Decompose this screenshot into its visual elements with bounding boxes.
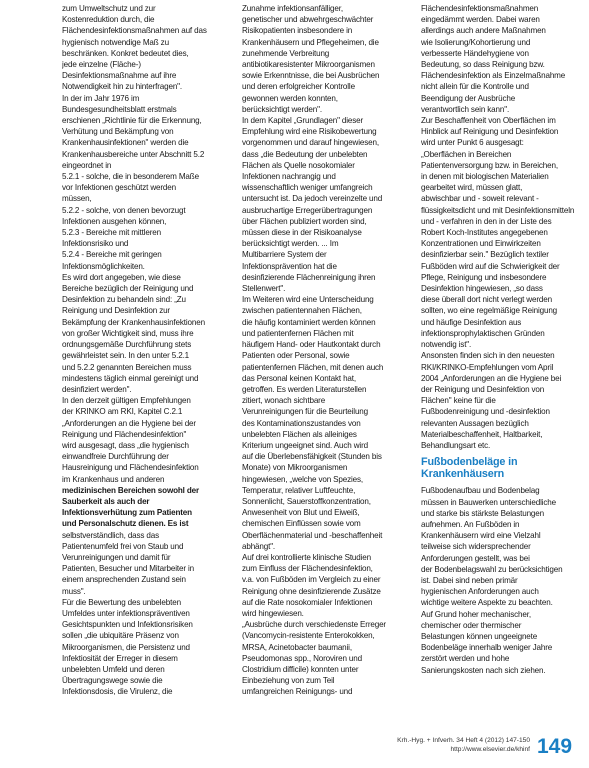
text-line: einem ansprechenden Zustand sein <box>62 575 186 585</box>
text-line: berücksichtigt werden". <box>242 104 322 114</box>
text-line: Infektionen nachrangig und <box>242 172 336 182</box>
text-line: Bekämpfung der Krankenhausinfektionen <box>62 317 205 327</box>
text-line: medizinischen Bereichen sowohl der <box>62 485 200 495</box>
text-line: diese überall dort nicht verlegt werden <box>421 295 552 305</box>
text-line: Es wird dort angegeben, wie diese <box>62 272 181 282</box>
text-line: genetischer und abwehrgeschwächter <box>242 15 374 25</box>
text-line: unbelebten Flächen als alleiniges <box>242 429 357 439</box>
text-line: Reinigung und Desinfektion zur <box>62 306 170 316</box>
text-line: Hinblick auf Reinigung und Desinfektion <box>421 127 559 137</box>
text-line: Konzentrationen und Einwirkzeiten <box>421 239 541 249</box>
text-line: verbesserte Händehygiene von <box>421 48 529 58</box>
text-line: 2004 „Anforderungen an die Hygiene bei <box>421 373 562 383</box>
text-line: Einbeziehung von zum Teil <box>242 676 335 686</box>
text-line: v.a. von Fußböden im Vergleich zu einer <box>242 575 381 585</box>
text-line: und deren erfolgreicher Kontrolle <box>242 82 355 92</box>
text-line: wird unter Punkt 6 ausgesagt: <box>421 138 524 148</box>
text-line: zwischen patientennahen Flächen, <box>242 306 362 316</box>
text-line: Infektionsprävention hat die <box>242 261 337 271</box>
text-line: die häufig kontaminiert werden können <box>242 317 376 327</box>
text-line: zerstört werden und hohe <box>421 654 510 664</box>
text-line: Verunreinigungen und damit für <box>62 552 171 562</box>
journal-citation <box>395 737 530 754</box>
text-line: der Reinigung und Desinfektion von <box>421 384 545 394</box>
text-line: In dem Kapitel „Grundlagen" dieser <box>242 116 364 126</box>
text-line: müssen diese in der Risikoanalyse <box>242 228 362 238</box>
text-line: im Krankenhaus und anderen <box>62 474 165 484</box>
text-line: mindestens täglich einmal gereinigt und <box>62 373 199 383</box>
text-line: chemischer oder thermischer <box>421 620 522 630</box>
text-line: Bedeutung, so dass Reinigung bzw. <box>421 60 545 70</box>
text-line: berücksichtigt werden. ... Im <box>242 239 339 249</box>
text-line: wie Isolierung/Kohortierung und <box>421 37 531 47</box>
text-line: zunehmende Verbreitung <box>242 48 330 58</box>
text-line: Oberflächenmaterial und -beschaffenheit <box>242 530 383 540</box>
text-line: „Ausbrüche durch verschiedenste Erreger <box>242 620 386 630</box>
text-line: nicht allein für die Kontrolle und <box>421 82 529 92</box>
text-line: Hausreinigung und Flächendesinfektion <box>62 463 199 473</box>
text-line: sollten, wo eine regelmäßige Reinigung <box>421 306 558 316</box>
text-line: wichtige weitere Aspekte zu beachten. <box>421 598 553 608</box>
text-line: desinfizierende Flächenreinigung ihren <box>242 272 376 282</box>
text-line: über Flächen publiziert worden sind, <box>242 216 367 226</box>
text-line: Fußbodenaufbau und Bodenbelag <box>421 486 540 496</box>
text-line: (Vancomycin-resistente Enterokokken, <box>242 631 375 641</box>
text-line: verantwortlich sein kann". <box>421 104 510 114</box>
text-line: Auf drei kontrollierte klinische Studien <box>242 552 371 562</box>
text-line: 5.2.1 - solche, die in besonderem Maße <box>62 172 199 182</box>
text-line: Pseudomonas spp., Noroviren und <box>242 653 362 663</box>
text-line: In den derzeit gültigen Empfehlungen <box>62 396 191 406</box>
page-number: 149 <box>537 735 573 758</box>
text-line: Fußböden wird auf die Schwierigkeit der <box>421 261 560 271</box>
text-line: notwendig ist". <box>421 340 472 350</box>
text-column-2 <box>242 3 412 703</box>
text-line: Im Weiteren wird eine Unterscheidung <box>242 295 374 305</box>
text-line: Materialbeschaffenheit, Haltbarkeit, <box>421 429 543 439</box>
text-line: vorgenommen und darauf hingewiesen, <box>242 138 379 148</box>
text-line: Reinigung ohne desinfizierende Zusätze <box>242 586 381 596</box>
text-line: gewährleistet sein. In den unter 5.2.1 <box>62 351 190 361</box>
text-line: Fußbodenreinigung und -desinfektion <box>421 407 550 417</box>
text-line: Clostridium difficile) konnten unter <box>242 664 359 674</box>
text-line: muss". <box>62 586 86 596</box>
text-line: Behandlungsart etc. <box>421 440 491 450</box>
section-heading <box>421 457 589 480</box>
text-column-1 <box>62 3 232 703</box>
text-line: auf die Überlebensfähigkeit (Stunden bis <box>242 452 382 462</box>
text-line: Flächendesinfektion als Einzelmaßnahme <box>421 71 566 81</box>
text-line: in denen mit biologischen Materialien <box>421 172 549 182</box>
text-line: zitiert, wonach sichtbare <box>242 396 326 406</box>
text-line: Pflege, Reinigung und insbesondere <box>421 272 547 282</box>
text-line: Desinfektion hingewiesen, „so dass <box>421 284 543 294</box>
text-line: Mikroorganismen, die Persistenz und <box>62 642 190 652</box>
text-line: Infektionsrisiko und <box>62 239 129 249</box>
text-line: Kostenreduktion durch, die <box>62 15 155 25</box>
text-line: „Oberflächen in Bereichen <box>421 149 512 159</box>
text-line: allerdings auch andere Maßnahmen <box>421 26 546 36</box>
text-line: aufnehmen. An Fußböden in <box>421 519 520 529</box>
text-line: Zunahme infektionsanfälliger, <box>242 4 343 13</box>
text-column-3 <box>421 3 589 703</box>
text-line: Bodenbeläge innerhalb weniger Jahre <box>421 643 553 653</box>
text-line: des Kontaminationszustandes von <box>242 418 361 428</box>
text-line: hingewiesen, „welche von Spezies, <box>242 474 364 484</box>
text-line: und starke bis stärkste Belastungen <box>421 508 544 518</box>
text-line: Empfehlung wird eine Risikobewertung <box>242 127 377 137</box>
text-line: zum Einfluss der Flächendesinfektion, <box>242 564 373 574</box>
text-line: Ansonsten finden sich in den neuesten <box>421 351 555 361</box>
text-line: gearbeitet wird, müssen glatt, <box>421 183 523 193</box>
text-line: abhängt". <box>242 541 276 551</box>
text-line: jede einzelne (Fläche-) <box>62 60 141 70</box>
text-line: Infektionen ausgehen können, <box>62 216 167 226</box>
text-line: Infektiosität der Erreger in diesem <box>62 653 178 663</box>
text-line: hygienisch notwendige Maß zu <box>62 37 169 47</box>
text-line: Gesichtspunkten und Infektionsrisiken <box>62 620 193 630</box>
text-line: Übertragungswege sowie die <box>62 676 163 686</box>
text-line: Multibarriere System der <box>242 250 327 260</box>
text-line: zum Umweltschutz und zur <box>62 4 156 13</box>
text-line: Infektionsdosis, die Virulenz, die <box>62 687 173 697</box>
text-line: chemischen Einflüssen sowie vom <box>242 519 361 529</box>
text-line: eingedämmt werden. Dabei waren <box>421 15 540 25</box>
text-line: Monate) von Mikroorganismen <box>242 463 348 473</box>
text-line: und - verfahren in den in der Liste des <box>421 216 552 226</box>
text-line: abwischbar und - soweit relevant - <box>421 194 539 204</box>
text-line: Umfeldes unter infektionspräventiven <box>62 608 190 618</box>
text-line: Flächen" keine für die <box>421 396 496 406</box>
text-line: umfangreichen Reinigungs- und <box>242 687 353 697</box>
text-line: Patienten oder Personal, sowie <box>242 351 350 361</box>
text-line: der KRINKO am RKI, Kapitel C.2.1 <box>62 407 183 417</box>
text-line: beschränken. Konkret bedeutet dies, <box>62 48 189 58</box>
text-line: Flächendesinfektionsmaßnahmen <box>421 4 539 13</box>
text-line: relevanten Aussagen bezüglich <box>421 418 529 428</box>
text-line: ordnungsgemäße Durchführung stets <box>62 340 192 350</box>
text-line: Krankenhausbereiche unter Abschnitt 5.2 <box>62 149 205 159</box>
text-line: ist. Dabei sind neben primär <box>421 575 518 585</box>
text-line: erschienen „Richtlinie für die Erkennung, <box>62 116 202 126</box>
text-line: patientenfernen Flächen, mit denen auch <box>242 362 384 372</box>
text-line: Verunreinigungen für die Beurteilung <box>242 407 368 417</box>
text-line: Notwendigkeit hin zu hinterfragen". <box>62 82 183 92</box>
text-line: wird ausgesagt, dass „die hygienisch <box>62 440 189 450</box>
text-line: antibiotikaresistenter Mikroorganismen <box>242 60 375 70</box>
text-line: sowie Erkenntnisse, die bei Ausbrüchen <box>242 71 380 81</box>
text-line: Patientenversorgung bzw. in Bereichen, <box>421 160 558 170</box>
journal-url[interactable]: http://www.elsevier.de/khinf <box>450 745 530 753</box>
text-line: selbstverständlich, dass das <box>62 530 160 540</box>
text-line: Sanierungskosten nach sich ziehen. <box>421 665 546 675</box>
text-line: untersucht ist. Da jedoch vereinzelte und <box>242 194 383 204</box>
text-line: infektionsprophylaktischen Gründen <box>421 328 545 338</box>
text-line: gewonnen werden konnten, <box>242 93 338 103</box>
text-line: Temperatur, relativer Luftfeuchte, <box>242 485 356 495</box>
text-line: Desinfektion zu behandeln sind: „Zu <box>62 295 186 305</box>
text-line: Belastungen können ungeeignete <box>421 631 538 641</box>
text-line: dass „die Bedeutung der unbelebten <box>242 149 368 159</box>
text-line: Robert Koch-Institutes angegebenen <box>421 228 548 238</box>
text-line: RKI/KRINKO-Empfehlungen vom April <box>421 362 554 372</box>
text-line: 5.2.3 - Bereiche mit mittleren <box>62 228 161 238</box>
text-line: Zur Beschaffenheit von Oberflächen im <box>421 116 556 126</box>
text-line: häufigem Hand- oder Hautkontakt durch <box>242 340 381 350</box>
text-line: auf die Rate nosokomialer Infektionen <box>242 597 373 607</box>
text-line: Flächendesinfektionsmaßnahmen auf das <box>62 26 207 36</box>
text-line: Auf Grund hoher mechanischer, <box>421 609 531 619</box>
text-line: Infektionsmöglichkeiten. <box>62 261 145 271</box>
text-line: flüssigkeitsdicht und mit Desinfektionsmitteln <box>421 205 575 215</box>
text-line: 5.2.2 - solche, von denen bevorzugt <box>62 205 186 215</box>
text-line: getroffen. Es werden Literaturstellen <box>242 384 367 394</box>
text-line: Bundesgesundheitsblatt erstmals <box>62 104 177 114</box>
text-line: Patientenumfeld frei von Staub und <box>62 541 184 551</box>
text-line: Für die Bewertung des unbelebten <box>62 597 181 607</box>
text-line: Patienten, Besucher und Mitarbeiter in <box>62 564 194 574</box>
text-line: desinfiziert werden". <box>62 384 132 394</box>
text-line: In der im Jahr 1976 im <box>62 93 140 103</box>
text-line: Anforderungen gestellt, was bei <box>421 553 530 563</box>
text-line: eingeordnet in <box>62 160 112 170</box>
text-line: Verhütung und Bekämpfung von <box>62 127 174 137</box>
text-line: und häufige Desinfektion aus <box>421 317 522 327</box>
text-line: Stellenwert". <box>242 284 286 294</box>
text-line: und patientenfernen Flächen mit <box>242 328 354 338</box>
text-line: Krankenhäusern wird eine Vielzahl <box>421 531 541 541</box>
text-line: ausbruchartige Erregerübertragungen <box>242 205 373 215</box>
text-line: Beendigung der Ausbrüche <box>421 93 516 103</box>
text-line: „Anforderungen an die Hygiene bei der <box>62 418 196 428</box>
text-line: wissenschaftlich weniger umfangreich <box>242 183 373 193</box>
text-line: Bereiche bezüglich der Reinigung und <box>62 284 194 294</box>
text-line: desinfizierbar sein." Bezüglich textiler <box>421 250 549 260</box>
text-line: einwandfreie Durchführung der <box>62 452 169 462</box>
text-line: Desinfektionsmaßnahme auf ihre <box>62 71 177 81</box>
text-line: teilweise sich widersprechender <box>421 542 531 552</box>
text-line: und 5.2.2 genannten Bereichen muss <box>62 362 192 372</box>
text-line: müssen, <box>62 194 92 204</box>
text-line: der Bodenbelagswahl zu berücksichtigen <box>421 564 563 574</box>
text-line: Reinigung und Flächendesinfektion" <box>62 429 187 439</box>
text-line: Kriterium ungeeignet sind. Auch wird <box>242 440 368 450</box>
text-line: und Personalschutz dienen. Es ist <box>62 519 189 529</box>
text-line: müssen in Bauwerken unterschiedliche <box>421 497 556 507</box>
text-line: Infektionsverhütung zum Patienten <box>62 508 192 518</box>
text-line: MRSA, Acinetobacter baumanii, <box>242 642 352 652</box>
text-line: wird hingewiesen. <box>242 608 304 618</box>
text-line: vor Infektionen geschützt werden <box>62 183 176 193</box>
journal-reference: Krh.-Hyg. + Infverh. 34 Heft 4 (2012) 147-150 <box>397 737 530 744</box>
text-line: Risikopatienten insbesondere in <box>242 26 353 36</box>
text-line: hygienischen Anforderungen auch <box>421 587 539 597</box>
section-heading-line: Krankenhäusern <box>421 468 505 480</box>
text-line: Anwesenheit von Blut und Eiweiß, <box>242 508 360 518</box>
text-line: von großer Wichtigkeit sind, muss ihre <box>62 328 194 338</box>
text-line: 5.2.4 - Bereiche mit geringen <box>62 250 162 260</box>
text-line: sollen „die ubiquitäre Präsenz von <box>62 631 179 641</box>
text-line: unbelebten Umfeld und deren <box>62 664 165 674</box>
text-line: Krankenhäusern und Pflegeheimen, die <box>242 37 379 47</box>
section-heading-line: Fußbodenbeläge in <box>421 457 518 469</box>
text-line: Sonnenlicht, Sauerstoffkonzentration, <box>242 496 371 506</box>
text-line: Flächen als Quelle nosokomialer <box>242 160 355 170</box>
text-line: das Personal keinen Kontakt hat, <box>242 373 356 383</box>
text-line: Krankenhausinfektionen" werden die <box>62 138 189 148</box>
text-line: Sauberkeit als auch der <box>62 496 150 506</box>
